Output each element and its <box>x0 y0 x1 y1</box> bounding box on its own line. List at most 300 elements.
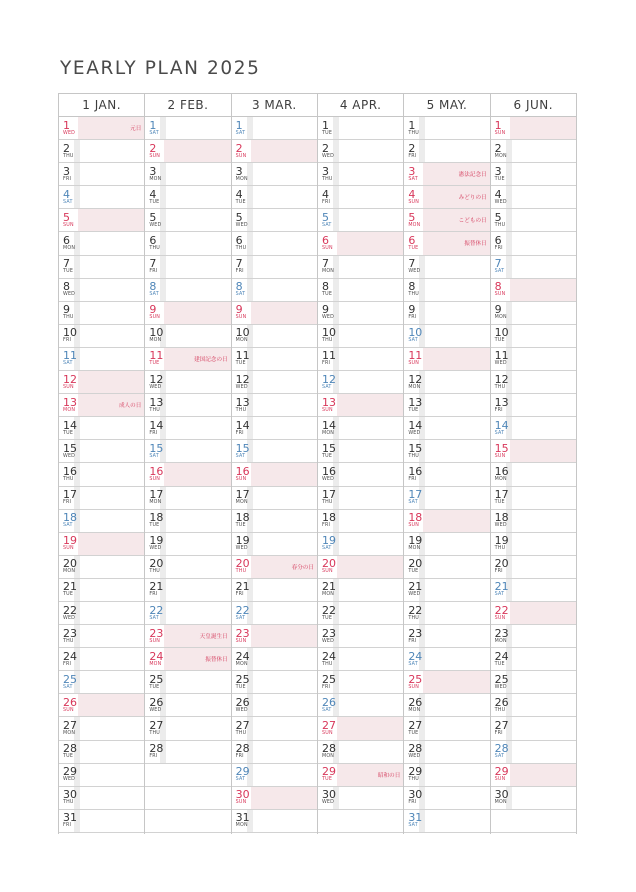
day-cell[interactable] <box>318 348 403 371</box>
day-cell[interactable] <box>491 279 576 302</box>
day-cell[interactable] <box>491 140 576 163</box>
day-number: 14 <box>63 418 77 432</box>
weekday-label: SAT <box>63 199 73 205</box>
day-cell[interactable] <box>318 671 403 694</box>
day-cell[interactable] <box>318 186 403 209</box>
day-cell[interactable] <box>145 487 230 510</box>
day-number: 1 <box>235 118 243 132</box>
day-date <box>318 394 337 416</box>
day-cell[interactable] <box>59 810 144 833</box>
day-date <box>491 186 510 208</box>
day-cell[interactable] <box>232 394 317 417</box>
day-number: 14 <box>408 418 423 432</box>
day-cell[interactable] <box>318 510 403 533</box>
day-cell[interactable] <box>404 140 489 163</box>
weekday-label: MON <box>494 153 507 159</box>
day-cell[interactable] <box>404 717 489 740</box>
day-cell[interactable] <box>145 694 230 717</box>
day-cell[interactable] <box>232 579 317 602</box>
day-cell[interactable] <box>59 302 144 325</box>
day-cell[interactable] <box>318 232 403 255</box>
weekday-label: TUE <box>408 246 419 252</box>
day-date <box>232 440 251 462</box>
day-cell[interactable] <box>318 302 403 325</box>
day-cell[interactable] <box>404 487 489 510</box>
weekday-label: WED <box>235 546 248 552</box>
day-cell[interactable] <box>491 232 576 255</box>
weekday-label: TUE <box>63 754 74 760</box>
day-cell[interactable] <box>318 417 403 440</box>
day-date <box>318 417 337 439</box>
day-date <box>491 325 510 347</box>
day-cell[interactable] <box>232 186 317 209</box>
day-cell[interactable] <box>491 302 576 325</box>
day-date <box>491 232 510 254</box>
weekday-label: FRI <box>321 361 331 367</box>
day-number: 25 <box>494 672 509 686</box>
day-number: 1 <box>321 118 329 132</box>
day-date <box>404 209 423 231</box>
day-cell[interactable] <box>491 209 576 232</box>
day-cell[interactable] <box>59 602 144 625</box>
day-cell[interactable] <box>232 232 317 255</box>
day-cell[interactable] <box>59 256 144 279</box>
day-cell[interactable] <box>232 140 317 163</box>
day-cell[interactable] <box>145 440 230 463</box>
weekday-label: SUN <box>321 569 333 575</box>
day-date <box>404 279 423 301</box>
weekday-label: TUE <box>235 523 246 529</box>
day-cell[interactable] <box>145 186 230 209</box>
day-cell[interactable] <box>59 209 144 232</box>
day-cell[interactable] <box>59 787 144 810</box>
weekday-label: WED <box>494 199 507 205</box>
weekday-label: SUN <box>494 130 506 136</box>
day-date <box>404 440 423 462</box>
day-cell[interactable] <box>404 163 489 186</box>
day-cell[interactable] <box>404 371 489 394</box>
day-cell[interactable] <box>232 463 317 486</box>
day-cell[interactable] <box>318 209 403 232</box>
day-cell[interactable] <box>404 186 489 209</box>
day-number: 23 <box>408 626 423 640</box>
day-date <box>59 440 78 462</box>
day-date <box>404 140 423 162</box>
day-date <box>404 302 423 324</box>
day-cell[interactable] <box>232 787 317 810</box>
weekday-label: WED <box>63 615 76 621</box>
weekday-label: FRI <box>494 569 503 575</box>
day-cell[interactable] <box>232 487 317 510</box>
day-cell[interactable] <box>145 348 230 371</box>
day-cell[interactable] <box>145 717 230 740</box>
day-cell[interactable] <box>318 764 403 787</box>
weekday-label: FRI <box>149 592 158 598</box>
day-date <box>318 717 337 739</box>
day-cell[interactable] <box>59 348 144 371</box>
day-cell[interactable] <box>404 279 489 302</box>
day-cell[interactable] <box>232 671 317 694</box>
day-cell[interactable] <box>491 787 576 810</box>
day-cell[interactable] <box>145 579 230 602</box>
day-cell[interactable] <box>404 648 489 671</box>
day-number: 10 <box>321 326 336 340</box>
weekday-label: SAT <box>149 615 159 621</box>
day-cell[interactable] <box>404 602 489 625</box>
weekday-label: WED <box>321 476 335 482</box>
day-cell[interactable] <box>491 186 576 209</box>
day-cell[interactable] <box>491 117 576 140</box>
day-cell[interactable] <box>145 417 230 440</box>
day-cell[interactable] <box>59 764 144 787</box>
day-cell[interactable] <box>404 625 489 648</box>
day-number: 12 <box>235 372 250 386</box>
weekday-label: SUN <box>235 638 247 644</box>
day-cell[interactable] <box>404 764 489 787</box>
day-date <box>491 256 510 278</box>
day-cell[interactable] <box>318 694 403 717</box>
day-date <box>491 140 510 162</box>
day-cell[interactable] <box>491 556 576 579</box>
day-cell[interactable] <box>404 232 489 255</box>
day-cell[interactable] <box>491 602 576 625</box>
day-cell[interactable] <box>491 417 576 440</box>
day-cell[interactable] <box>232 302 317 325</box>
day-cell[interactable] <box>59 394 144 417</box>
day-cell[interactable] <box>145 510 230 533</box>
day-date <box>404 556 423 578</box>
day-number: 29 <box>494 765 509 779</box>
day-date <box>404 371 423 393</box>
day-date <box>491 556 510 578</box>
day-number: 17 <box>63 488 77 502</box>
day-cell[interactable] <box>318 440 403 463</box>
day-cell[interactable] <box>59 694 144 717</box>
day-number: 22 <box>235 603 250 617</box>
day-cell[interactable] <box>145 533 230 556</box>
day-cell[interactable] <box>232 279 317 302</box>
day-number: 8 <box>149 280 157 294</box>
day-number: 26 <box>63 695 77 709</box>
day-cell[interactable] <box>318 117 403 140</box>
weekday-label: SAT <box>408 338 418 344</box>
weekday-label: TUE <box>494 338 505 344</box>
weekday-label: TUE <box>494 176 505 182</box>
day-cell[interactable] <box>318 487 403 510</box>
day-cell[interactable] <box>491 671 576 694</box>
day-cell[interactable] <box>59 625 144 648</box>
day-cell[interactable] <box>232 556 317 579</box>
day-date <box>232 279 251 301</box>
day-cell[interactable] <box>318 579 403 602</box>
day-cell[interactable] <box>318 256 403 279</box>
weekday-label: SUN <box>235 153 247 159</box>
day-cell[interactable] <box>404 787 489 810</box>
day-date <box>232 186 251 208</box>
day-cell[interactable] <box>145 209 230 232</box>
day-cell[interactable] <box>59 232 144 255</box>
day-number: 26 <box>149 695 164 709</box>
day-date <box>232 417 251 439</box>
day-cell[interactable] <box>318 648 403 671</box>
day-date <box>59 140 78 162</box>
day-cell[interactable] <box>59 279 144 302</box>
day-cell[interactable] <box>232 163 317 186</box>
day-cell[interactable] <box>404 671 489 694</box>
day-cell[interactable] <box>232 209 317 232</box>
day-cell[interactable] <box>232 256 317 279</box>
weekday-label: MON <box>235 338 248 344</box>
weekday-label: THU <box>321 500 333 506</box>
day-cell[interactable] <box>232 694 317 717</box>
day-cell[interactable] <box>491 371 576 394</box>
day-cell[interactable] <box>232 648 317 671</box>
day-cell[interactable] <box>145 463 230 486</box>
day-number: 21 <box>494 580 509 594</box>
weekday-label: TUE <box>235 361 246 367</box>
weekday-label: WED <box>149 707 162 713</box>
day-cell[interactable] <box>59 463 144 486</box>
weekday-label: SAT <box>494 269 505 275</box>
day-cell[interactable] <box>59 325 144 348</box>
day-cell[interactable] <box>232 440 317 463</box>
day-cell[interactable] <box>59 556 144 579</box>
day-cell[interactable] <box>491 256 576 279</box>
day-number: 13 <box>149 395 164 409</box>
day-cell[interactable] <box>145 302 230 325</box>
weekday-label: SAT <box>321 546 332 552</box>
day-cell[interactable] <box>145 671 230 694</box>
month-header: 4 APR. <box>318 94 403 117</box>
day-cell[interactable] <box>145 371 230 394</box>
day-cell[interactable] <box>404 463 489 486</box>
weekday-label: FRI <box>408 315 417 321</box>
day-cell[interactable] <box>318 325 403 348</box>
day-cell[interactable] <box>318 463 403 486</box>
day-cell[interactable] <box>59 741 144 764</box>
day-cell[interactable] <box>318 371 403 394</box>
weekday-label: WED <box>408 754 421 760</box>
weekday-label: SAT <box>321 384 332 390</box>
weekday-label: SUN <box>494 777 506 783</box>
day-cell[interactable] <box>145 741 230 764</box>
day-cell[interactable] <box>404 810 489 833</box>
day-cell[interactable] <box>491 325 576 348</box>
day-cell[interactable] <box>318 533 403 556</box>
day-cell[interactable] <box>232 625 317 648</box>
day-cell[interactable] <box>318 163 403 186</box>
day-cell[interactable] <box>232 602 317 625</box>
weekday-label: SAT <box>408 661 418 667</box>
day-date <box>59 810 78 832</box>
day-cell[interactable] <box>318 717 403 740</box>
day-cell[interactable] <box>491 764 576 787</box>
day-number: 31 <box>408 811 423 825</box>
weekday-label: SAT <box>235 292 246 298</box>
weekday-label: THU <box>63 800 74 806</box>
day-cell[interactable] <box>318 279 403 302</box>
day-cell[interactable] <box>491 694 576 717</box>
day-cell[interactable] <box>59 417 144 440</box>
day-cell[interactable] <box>59 487 144 510</box>
day-number: 13 <box>235 395 250 409</box>
day-cell[interactable] <box>318 625 403 648</box>
weekday-label: SUN <box>408 523 420 529</box>
weekday-label: SUN <box>408 684 420 690</box>
day-cell[interactable] <box>318 602 403 625</box>
day-cell[interactable] <box>59 371 144 394</box>
day-cell[interactable] <box>404 117 489 140</box>
day-cell[interactable] <box>145 394 230 417</box>
day-cell[interactable] <box>491 487 576 510</box>
day-cell[interactable] <box>59 717 144 740</box>
day-cell[interactable] <box>404 209 489 232</box>
day-cell[interactable] <box>404 302 489 325</box>
day-cell[interactable] <box>491 394 576 417</box>
day-cell[interactable] <box>404 694 489 717</box>
day-cell[interactable] <box>404 256 489 279</box>
day-cell[interactable] <box>404 556 489 579</box>
day-cell[interactable] <box>318 787 403 810</box>
day-cell[interactable] <box>491 440 576 463</box>
day-cell[interactable] <box>145 279 230 302</box>
day-date <box>59 417 78 439</box>
day-cell[interactable] <box>59 186 144 209</box>
day-cell[interactable] <box>59 140 144 163</box>
day-cell[interactable] <box>59 533 144 556</box>
day-cell[interactable] <box>145 625 230 648</box>
day-number: 28 <box>408 742 423 756</box>
day-number: 8 <box>494 280 502 294</box>
day-cell[interactable] <box>59 579 144 602</box>
day-cell[interactable] <box>232 371 317 394</box>
day-date <box>145 279 164 301</box>
day-cell[interactable] <box>59 163 144 186</box>
day-date <box>232 209 251 231</box>
day-date <box>59 579 78 601</box>
day-cell[interactable] <box>318 394 403 417</box>
day-cell[interactable] <box>491 625 576 648</box>
day-date <box>318 648 337 670</box>
weekday-label: WED <box>235 222 248 228</box>
weekday-label: TUE <box>408 569 419 575</box>
day-number: 24 <box>63 649 77 663</box>
day-cell[interactable] <box>491 163 576 186</box>
day-date <box>404 764 423 786</box>
weekday-label: SAT <box>235 615 246 621</box>
day-date <box>145 717 164 739</box>
day-cell[interactable] <box>404 348 489 371</box>
day-cell[interactable] <box>145 140 230 163</box>
day-cell[interactable] <box>232 717 317 740</box>
day-number: 25 <box>408 672 423 686</box>
day-date <box>232 671 251 693</box>
day-cell[interactable] <box>318 140 403 163</box>
day-number: 11 <box>63 349 77 363</box>
day-cell[interactable] <box>491 348 576 371</box>
day-number: 26 <box>494 695 509 709</box>
day-cell[interactable] <box>59 671 144 694</box>
day-cell[interactable] <box>145 648 230 671</box>
weekday-label: SUN <box>149 638 161 644</box>
day-cell[interactable] <box>232 810 317 833</box>
day-cell[interactable] <box>318 556 403 579</box>
day-cell[interactable] <box>491 648 576 671</box>
day-date <box>145 510 164 532</box>
day-cell[interactable] <box>404 510 489 533</box>
day-cell[interactable] <box>145 602 230 625</box>
holiday-label: こどもの日 <box>458 218 487 225</box>
weekday-label: SUN <box>149 476 161 482</box>
day-cell[interactable] <box>232 117 317 140</box>
day-date <box>491 163 510 185</box>
day-cell[interactable] <box>491 463 576 486</box>
day-cell[interactable] <box>145 232 230 255</box>
day-cell[interactable] <box>491 741 576 764</box>
holiday-label: 振替休日 <box>464 241 487 248</box>
day-cell[interactable] <box>491 533 576 556</box>
day-cell[interactable] <box>232 533 317 556</box>
day-cell[interactable] <box>404 325 489 348</box>
day-date <box>59 671 78 693</box>
day-cell[interactable] <box>491 510 576 533</box>
day-cell[interactable] <box>59 440 144 463</box>
day-number: 13 <box>321 395 336 409</box>
day-cell[interactable] <box>404 579 489 602</box>
day-cell[interactable] <box>404 417 489 440</box>
month-column <box>491 94 577 834</box>
day-cell[interactable] <box>59 117 144 140</box>
day-number: 3 <box>149 164 157 178</box>
day-cell[interactable] <box>232 764 317 787</box>
day-cell[interactable] <box>232 741 317 764</box>
day-cell[interactable] <box>145 117 230 140</box>
day-number: 6 <box>149 234 157 248</box>
day-cell[interactable] <box>232 348 317 371</box>
day-cell[interactable] <box>145 325 230 348</box>
weekday-label: SUN <box>149 315 161 321</box>
day-cell[interactable] <box>145 163 230 186</box>
weekday-label: WED <box>494 361 507 367</box>
day-cell[interactable] <box>404 440 489 463</box>
day-cell[interactable] <box>232 510 317 533</box>
day-cell[interactable] <box>404 741 489 764</box>
day-number: 27 <box>494 718 509 732</box>
day-cell[interactable] <box>232 417 317 440</box>
day-cell[interactable] <box>491 717 576 740</box>
day-date <box>145 440 164 462</box>
day-cell[interactable] <box>491 579 576 602</box>
weekday-label: MON <box>63 730 76 736</box>
day-cell[interactable] <box>145 556 230 579</box>
day-cell[interactable] <box>145 256 230 279</box>
day-number: 2 <box>149 141 157 155</box>
day-cell[interactable] <box>59 510 144 533</box>
day-cell[interactable] <box>232 325 317 348</box>
day-cell[interactable] <box>404 533 489 556</box>
day-date <box>59 163 78 185</box>
day-cell[interactable] <box>318 741 403 764</box>
day-date <box>318 602 337 624</box>
day-date <box>491 787 510 809</box>
weekday-label: MON <box>494 638 507 644</box>
day-number: 11 <box>235 349 250 363</box>
weekday-label: FRI <box>494 730 503 736</box>
day-cell[interactable] <box>404 394 489 417</box>
day-number: 10 <box>235 326 250 340</box>
day-cell[interactable] <box>59 648 144 671</box>
day-number: 10 <box>63 326 77 340</box>
